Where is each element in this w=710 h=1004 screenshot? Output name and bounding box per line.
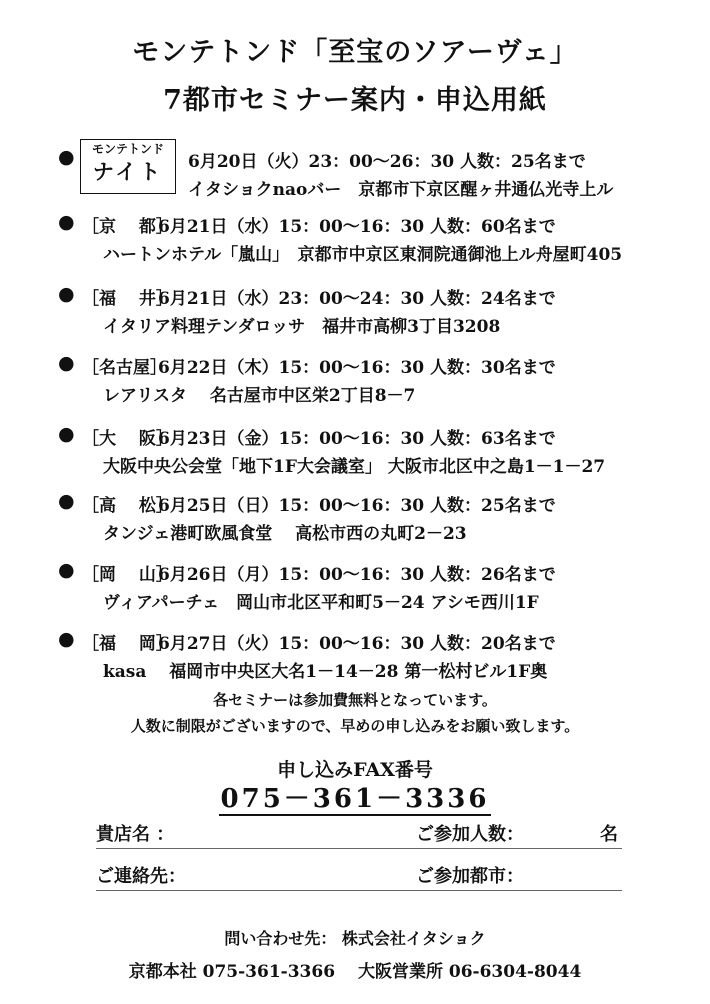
bullet-icon: ● — [58, 559, 75, 581]
event-venue: kasa 福岡市中央区大名1－14－28 第一松村ビル1F奥 — [103, 662, 548, 682]
event-schedule: 6月27日（火）15：00～16：30 人数：20名まで — [158, 634, 556, 654]
document-title-line1: モンテトンド「至宝のソアーヴェ」 — [132, 37, 578, 68]
fax-number — [0, 778, 710, 815]
event-venue: イタショクnaoバー 京都市下京区醒ヶ井通仏光寺上ル — [188, 180, 614, 200]
event-city-tag: ［高 松］ — [82, 496, 173, 516]
event-city-tag: ［大 阪］ — [82, 429, 173, 449]
form-row-shop — [96, 820, 622, 849]
form-row-contact — [96, 862, 622, 891]
event-venue: タンジェ港町欧風食堂 高松市西の丸町2－23 — [103, 524, 467, 544]
event-venue: 大阪中央公会堂「地下1F大会議室」 大阪市北区中之島1－1－27 — [103, 457, 606, 477]
event-city-tag: ［名古屋］ — [82, 358, 167, 378]
event-schedule: 6月21日（水）15：00～16：30 人数：60名まで — [158, 217, 556, 237]
event-city-tag: ［岡 山］ — [82, 565, 173, 585]
city-label: ご参加都市： — [416, 866, 524, 887]
event-schedule: 6月22日（木）15：00～16：30 人数：30名まで — [158, 358, 556, 378]
fax-label: 申し込みFAX番号 — [277, 759, 433, 781]
bullet-icon: ● — [58, 283, 75, 305]
note-free-admission: 各セミナーは参加費無料となっています。 — [213, 691, 497, 709]
event-venue: ヴィアパーチェ 岡山市北区平和町5－24 アシモ西川1F — [103, 593, 539, 613]
shop-name-label: 貴店名 ： — [96, 824, 175, 845]
event-schedule: 6月21日（水）23：00～24：30 人数：24名まで — [158, 289, 556, 309]
bullet-icon: ● — [58, 490, 75, 512]
event-schedule: 6月26日（月）15：00～16：30 人数：26名まで — [158, 565, 556, 585]
event-venue: レアリスタ 名古屋市中区栄2丁目8－7 — [103, 386, 416, 406]
note-limited-capacity: 人数に制限がございますので、早めの申し込みをお願い致します。 — [130, 717, 580, 735]
bullet-icon: ● — [58, 211, 75, 233]
event-city-tag: ［福 井］ — [82, 289, 173, 309]
event-venue: ハートンホテル「嵐山」 京都市中京区東洞院通御池上ル舟屋町405 — [103, 245, 623, 265]
bullet-icon: ● — [58, 146, 75, 168]
event-city-tag: ［京 都］ — [82, 217, 173, 237]
fax-number-text: 075－361－3336 — [220, 784, 490, 814]
attendees-unit: 名 — [600, 824, 618, 845]
event-tag-box — [80, 139, 176, 194]
contact-label: ご連絡先： — [96, 866, 186, 887]
bullet-icon: ● — [58, 352, 75, 374]
attendees-label: ご参加人数： — [416, 824, 524, 845]
event-tag-box-bottom: ナイト — [92, 159, 164, 184]
inquiry-company: 問い合わせ先： 株式会社イタショク — [224, 929, 486, 948]
event-city-tag: ［福 岡］ — [82, 634, 173, 654]
event-schedule: 6月20日（火）23：00～26：30 人数：25名まで — [188, 152, 586, 172]
document-title-line2: 7都市セミナー案内・申込用紙 — [163, 85, 547, 116]
event-schedule: 6月25日（日）15：00～16：30 人数：25名まで — [158, 496, 556, 516]
inquiry-phones: 京都本社 075-361-3366 大阪営業所 06-6304-8044 — [128, 962, 582, 982]
bullet-icon: ● — [58, 423, 75, 445]
event-tag-box-top: モンテトンド — [91, 142, 164, 156]
event-venue: イタリア料理テンダロッサ 福井市高柳3丁目3208 — [103, 317, 501, 337]
bullet-icon: ● — [58, 628, 75, 650]
event-schedule: 6月23日（金）15：00～16：30 人数：63名まで — [158, 429, 556, 449]
